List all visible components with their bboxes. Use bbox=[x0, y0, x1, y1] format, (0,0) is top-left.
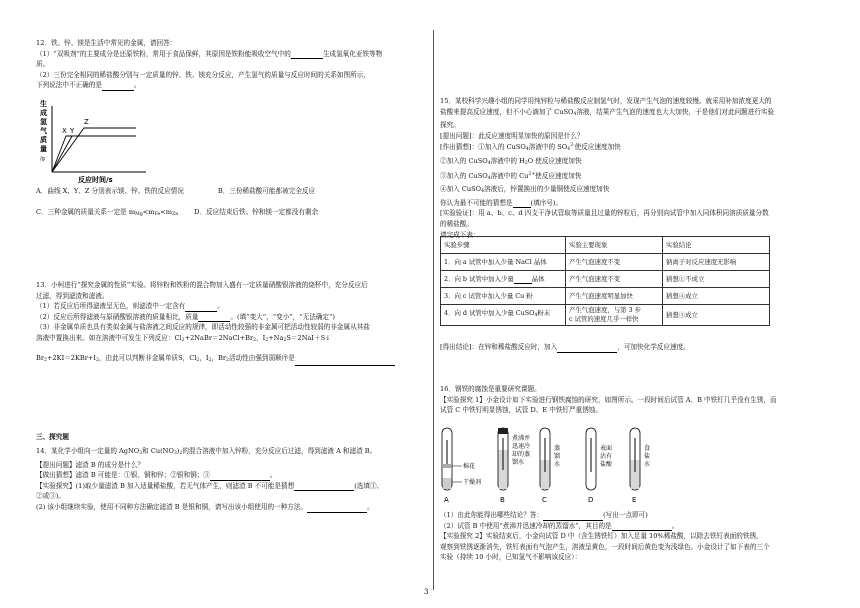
table-row bbox=[441, 288, 770, 305]
q12-p1a: （1）“双吸剂”的主要成分是还原铁粉，常用于食品保鲜，其原因是铁粉能吸收空气中的 bbox=[36, 49, 291, 58]
label-surface-2: 沾有 bbox=[600, 453, 613, 460]
q15-l5b: 溶液中的 SO bbox=[528, 143, 568, 152]
q12-optC-b: <m bbox=[142, 207, 155, 216]
q13-l2: 过滤，得到滤渣和滤液。 bbox=[36, 291, 109, 300]
q15-l13b: ，可加快化学反应速度。 bbox=[617, 343, 690, 351]
subscript-3: 3 bbox=[173, 451, 177, 456]
q13-l4 bbox=[36, 312, 426, 323]
q12-part2: （2）三份完全相同的稀盐酸分别与一定质量的锌、铁、镁充分反应，产生氢气的质量与反应时间的关系如图所示， bbox=[36, 70, 370, 79]
q16-l1: 16．钢铁的腐蚀是重要研究课题。 bbox=[440, 385, 541, 393]
q15-l5a: [作出猜想]：①加入的 CuSO bbox=[440, 143, 526, 152]
graph-ylabel-4: 气 bbox=[40, 127, 47, 135]
q12-p2c: 。 bbox=[133, 81, 141, 90]
subscript-4: 4 bbox=[567, 147, 571, 153]
subscript-2: 2 bbox=[524, 160, 528, 166]
graph-ylabel-3: 氢 bbox=[40, 118, 47, 126]
label-cotton: 棉花 bbox=[463, 463, 476, 470]
q12-options-row1 bbox=[36, 186, 426, 197]
table-header-row bbox=[441, 237, 770, 254]
q14-l6b: 。 bbox=[367, 502, 374, 511]
q13-l4a: （2）反应后所得滤液与原硝酸银溶液的质量相比，质量 bbox=[36, 312, 199, 321]
q15-table-wrap bbox=[440, 236, 835, 326]
subscript-2: 2 bbox=[283, 337, 287, 343]
subscript-4: 4 bbox=[534, 313, 538, 319]
table-cell bbox=[441, 305, 566, 326]
table-row bbox=[441, 271, 770, 288]
label-desiccant: 干燥剂 bbox=[463, 479, 482, 486]
subscript-4: 4 bbox=[481, 189, 485, 195]
subscript-2: 2 bbox=[226, 357, 229, 363]
q12-stem: 12．铁、锌、镁是生活中常见的金属，请回答： bbox=[36, 39, 177, 47]
label-a: A bbox=[444, 496, 449, 504]
question-14 bbox=[36, 446, 426, 513]
table-cell bbox=[441, 271, 566, 288]
graph-ylabel-2: 成 bbox=[40, 109, 47, 117]
q13-l6b: +2NaBr＝2NaCl+Br bbox=[184, 333, 254, 342]
q13-l4b: 。(填“变大”，“变小”，“无法确定”) bbox=[230, 312, 335, 321]
q16-l4b: (写出一点即可) bbox=[603, 511, 648, 519]
label-salt-3: 水 bbox=[644, 461, 651, 468]
q12-p1b: 生成氢氧化亚铁等物 bbox=[322, 49, 383, 58]
q13-l6 bbox=[36, 333, 426, 347]
q13-l7e: ，Br bbox=[211, 353, 227, 362]
label-boiled-3: 却的蒸 bbox=[512, 451, 531, 458]
q15-l5 bbox=[440, 141, 835, 156]
tube-c bbox=[540, 428, 560, 504]
page-number: 3 bbox=[424, 588, 429, 596]
q13-l5: （3）非金属单质也具有类似金属与盐溶液之间反应的规律，即活动性较强的非金属可把活动性较弱的非金属从其盐 bbox=[36, 323, 370, 332]
q15-conclusion bbox=[440, 342, 835, 353]
q15-l9b: (填序号)。 bbox=[530, 198, 563, 207]
label-distilled-3: 水 bbox=[554, 461, 561, 468]
q14-l4b: (选填①、 bbox=[354, 481, 384, 490]
q15-l7 bbox=[440, 170, 835, 185]
q12-options bbox=[36, 186, 426, 220]
answer-blank bbox=[557, 352, 617, 353]
q16-questions bbox=[440, 510, 835, 563]
tube-b bbox=[498, 428, 530, 504]
q12-option-a: A．曲线 X、Y、Z 分别表示镁、锌、铁的反应情况 bbox=[36, 187, 184, 195]
table-cell: 猜想③成立 bbox=[663, 305, 770, 326]
label-boiled-2: 迅速冷 bbox=[512, 443, 531, 450]
label-salt-2: 盐 bbox=[644, 453, 651, 460]
q15-l8b: 溶液后，锌置换出的少量铜使反应速度加快 bbox=[484, 185, 610, 194]
table-cell: 产生气泡速度不变 bbox=[566, 254, 663, 271]
question-13 bbox=[36, 280, 426, 366]
q15-l4: [提出问题]：此反应速度明显加快的原因是什么？ bbox=[440, 131, 584, 140]
q16-l5a: （2）试管 B 中使用“煮沸并迅速冷却的蒸馏水”，其目的是 bbox=[440, 521, 612, 530]
graph-ylabel-7: /g bbox=[40, 156, 45, 162]
q15-l11: 的稀盐酸。 bbox=[440, 219, 473, 228]
q13-l7d: ，I bbox=[199, 353, 209, 362]
label-boiled-4: 馏水 bbox=[512, 459, 525, 466]
section-3-heading: 三、探究题 bbox=[36, 433, 69, 441]
row2-step-b: 晶体 bbox=[531, 274, 545, 283]
tube-e bbox=[630, 428, 650, 504]
table-header: 实验主要现象 bbox=[566, 237, 663, 254]
graph-ylabel-5: 质 bbox=[40, 136, 47, 144]
graph-ylabel-6: 量 bbox=[40, 145, 47, 153]
curve-label-z: Z bbox=[84, 118, 89, 126]
q14-l3 bbox=[36, 470, 426, 481]
curve-label-x: X bbox=[62, 127, 67, 135]
row4-phen-b: c 试管的速度几乎一样快 bbox=[569, 315, 639, 323]
q15-l7d: 使反应速度加快 bbox=[535, 171, 582, 180]
subscript-2: 2 bbox=[179, 451, 183, 456]
q15-l10: [实验验证]：用 a、b、c、d 四支干净试管取等质量且过量的锌粒后，再分别向试管中加入同体积同溶质质量分数 bbox=[440, 209, 769, 218]
subscript-2: 2 bbox=[96, 357, 99, 363]
q13-l7 bbox=[36, 353, 426, 367]
q13-l7f: 活动性由强到弱顺序是 bbox=[228, 353, 295, 362]
q14-l6 bbox=[36, 502, 426, 513]
subscript-2: 2 bbox=[181, 337, 185, 343]
answer-blank bbox=[291, 58, 323, 59]
q15-l9 bbox=[440, 198, 835, 209]
q16-l6: 【实验探究 2】实验结束后，小金向试管 D 中（含生锈铁钉）加入足量 10%稀盐酸，以除去铁钉表面的铁锈， bbox=[440, 532, 763, 541]
question-12 bbox=[36, 38, 426, 91]
subscript-4: 4 bbox=[487, 175, 491, 181]
q15-l2a: 盐酸来提高反应速度，但不小心滴加了 CuSO bbox=[440, 107, 574, 116]
row2-step-a: 2．向 b 试管中加入少量 bbox=[444, 274, 514, 283]
answer-blank bbox=[514, 283, 532, 284]
q12-optC-s1: Mg bbox=[135, 211, 143, 217]
q12-part1-cont: 质。 bbox=[36, 60, 50, 69]
q13-l6c: ，I bbox=[256, 333, 266, 342]
q13-l6d: +Na bbox=[268, 333, 284, 342]
q15-l6c: O 使反应速度加快 bbox=[527, 156, 582, 165]
table-row bbox=[441, 305, 770, 326]
subscript-4: 4 bbox=[525, 147, 529, 153]
hydrogen-time-graph bbox=[36, 96, 166, 188]
q14-l6a: (2) 该小组继续实验，使用不同种方法确定滤渣 B 是银和铜，请写出该小组使用的一种方法。 bbox=[36, 502, 308, 511]
q14-l2: 【提出问题】滤渣 B 的成分是什么？ bbox=[36, 460, 144, 469]
q16-l7: 观察到铁锈逐渐消失，铁钉表面有气泡产生，溶液呈黄色，一段时间后黄色变为浅绿色。小金设计了如下表的三个 bbox=[440, 542, 770, 551]
subscript-2: 2 bbox=[253, 337, 257, 343]
label-b: B bbox=[500, 496, 505, 504]
subscript-4: 4 bbox=[487, 160, 491, 166]
table-header: 实验步骤 bbox=[441, 237, 566, 254]
q16-l2: 【实验探究 1】小金设计如下实验进行钢铁腐蚀的研究，如图所示。一段时间后试管 A、B 中铁钉几乎没有生锈，而 bbox=[440, 395, 777, 404]
q12-optC-s2: Fe bbox=[154, 211, 161, 217]
q14-l1d: 的混合溶液中加入锌粉，充分反应后过滤，得到滤液 A 和滤渣 B。 bbox=[182, 447, 377, 455]
q15-l7c: 2+ bbox=[528, 171, 536, 177]
q12-optC-s3: Zn bbox=[172, 211, 179, 217]
tube-d bbox=[586, 428, 613, 504]
question-16 bbox=[440, 384, 835, 416]
answer-blank bbox=[102, 90, 134, 91]
q16-l8: 实验（持续 10 小时，已知氢气不影响该反应）： bbox=[440, 553, 582, 562]
q15-l13 bbox=[440, 342, 835, 353]
q15-l5c: 2- bbox=[570, 143, 575, 149]
table-cell: 钠离子对反应速度无影响 bbox=[663, 254, 770, 271]
table-row bbox=[441, 254, 770, 271]
q15-l7a: ③加入的 CuSO bbox=[440, 171, 488, 180]
q12-optC-c: <m bbox=[160, 207, 172, 216]
q15-l2 bbox=[440, 107, 835, 121]
row4-step-b: 粉末 bbox=[537, 309, 551, 318]
q13-l1: 13．小柯进行“探究金属的性质”实验。将锌粉和铁粉的混合物加入盛有一定质量硝酸银溶液的烧杯中，充分反应后 bbox=[36, 281, 368, 289]
graph-xlabel: 反应时间/s bbox=[78, 176, 113, 184]
row4-step-a: 4．向 d 试管中加入少量 CuSO bbox=[444, 309, 535, 318]
label-distilled-1: 蒸 bbox=[554, 445, 561, 452]
q13-l7b: +2KI＝2KBr+I bbox=[46, 353, 97, 362]
q12-option-c bbox=[36, 208, 178, 216]
subscript-2: 2 bbox=[196, 357, 200, 363]
q13-l6e: S＝2NaI＋S↓ bbox=[286, 333, 331, 342]
q12-optC-a: C．三种金属的质量关系一定是 m bbox=[36, 207, 136, 216]
label-distilled-2: 馏 bbox=[554, 453, 561, 460]
q15-l6b: 溶液中的 H bbox=[490, 156, 525, 165]
table-cell: 产生气泡速度明显加快 bbox=[566, 288, 663, 305]
graph-ylabel-1: 生 bbox=[40, 100, 47, 108]
q16-l5b: 。 bbox=[671, 521, 679, 530]
q14-l5: ②或③)。 bbox=[36, 492, 65, 501]
q16-l4a: （1）由此你能得出哪些结论？答： bbox=[440, 511, 544, 519]
q15-l6 bbox=[440, 156, 835, 170]
subscript-2: 2 bbox=[265, 337, 269, 343]
q12-part1 bbox=[36, 49, 426, 60]
q12-part2-cont bbox=[36, 80, 426, 91]
subscript-2: 2 bbox=[44, 357, 47, 363]
table-cell: 1．向 a 试管中加入少量 NaCl 晶体 bbox=[441, 254, 566, 271]
q15-l8 bbox=[440, 184, 835, 198]
q13-l7c: ，由此可以判断非金属单质S，Cl bbox=[98, 353, 197, 362]
q12-option-d: D．反应结束后铁、锌和镁一定都没有剩余 bbox=[194, 207, 319, 216]
q12-p2b: 下列说法中不正确的是 bbox=[36, 81, 102, 90]
label-salt-1: 食 bbox=[644, 445, 651, 452]
q15-l1: 15．某校科学兴趣小组的同学用纯锌粒与稀盐酸反应制氢气时，发现产生气泡的速度较慢。就采用补加浓度更大的 bbox=[440, 97, 772, 105]
column-divider bbox=[433, 30, 434, 590]
q14-l4 bbox=[36, 481, 426, 492]
label-surface-1: 表面 bbox=[600, 445, 613, 452]
label-c: C bbox=[542, 496, 547, 504]
q14-l1 bbox=[36, 446, 426, 460]
q14-l4a: 【实验探究】(1)取少量滤渣 B 加入适量稀盐酸，若无气体产生，则滤渣 B 不可能是猜想 bbox=[36, 481, 295, 490]
row4-phen-a: 产生气泡速度，与第 3 步 bbox=[569, 306, 642, 314]
table-cell: 产生气泡速度不变 bbox=[566, 271, 663, 288]
q16-l4 bbox=[440, 510, 835, 521]
q12-options-row2 bbox=[36, 207, 426, 221]
table-cell: 猜想①不成立 bbox=[663, 271, 770, 288]
q14-l1a: 14．某化学小组向一定量的 AgNO bbox=[36, 447, 140, 455]
q14-l3a: 【做出猜想】滤渣 B 可能是：①银、铜和锌；②银和铜；③ bbox=[36, 471, 210, 480]
q15-l7b: 溶液中的 Cu bbox=[490, 171, 529, 180]
q15-l3: 探究。 bbox=[440, 121, 460, 130]
q13-l3b: 。 bbox=[217, 302, 224, 311]
q14-l1b: 和 Cu(NO bbox=[142, 447, 174, 455]
corrosion-test-tubes-figure bbox=[440, 420, 680, 510]
q13-l6a: 溶液中置换出来。如在溶液中可发生下列反应：Cl bbox=[36, 333, 182, 342]
table-cell: 3．向 c 试管中加入少量 Cu 粉 bbox=[441, 288, 566, 305]
label-d: D bbox=[588, 496, 594, 504]
table-cell bbox=[566, 305, 663, 326]
label-e: E bbox=[632, 496, 637, 504]
answer-blank bbox=[307, 512, 367, 513]
answer-blank bbox=[294, 490, 354, 491]
q15-l12: 请完成下表： bbox=[440, 230, 480, 239]
answer-blank bbox=[295, 365, 395, 366]
curve-label-y: Y bbox=[70, 127, 75, 135]
subscript-3: 3 bbox=[139, 451, 143, 456]
question-15 bbox=[440, 96, 835, 240]
q12-option-b: B．三份稀盐酸可能都被完全反应 bbox=[217, 187, 316, 195]
table-cell: 猜想④成立 bbox=[663, 288, 770, 305]
q15-l6a: ②加入的 CuSO bbox=[440, 156, 488, 165]
q16-l3: 试管 C 中铁钉明显锈蚀，试管 D、E 中铁钉严重锈蚀。 bbox=[440, 406, 602, 415]
tube-a bbox=[442, 428, 481, 504]
subscript-4: 4 bbox=[573, 111, 577, 117]
q13-l3a: （1）若反应后所得滤液呈无色，则滤渣中一定含有 bbox=[36, 302, 186, 311]
q15-l8a: ④加入 CuSO bbox=[440, 185, 482, 194]
table-header: 实验结论 bbox=[663, 237, 770, 254]
q13-l3 bbox=[36, 301, 426, 312]
q15-l2b: 溶液，结果产生气泡的速度也大大加快，于是他们对此问题进行实验 bbox=[576, 107, 775, 116]
label-boiled-1: 煮沸并 bbox=[512, 435, 531, 442]
subscript-2: 2 bbox=[208, 357, 212, 363]
q16-l5 bbox=[440, 521, 835, 532]
q14-l1c: ) bbox=[176, 447, 180, 455]
q14-l3b: 。 bbox=[269, 471, 277, 480]
q13-l7a: Br bbox=[36, 353, 44, 362]
q15-l9a: 你认为最不可能的猜想是 bbox=[440, 198, 513, 207]
q15-l13a: [得出结论]：在锌和稀盐酸反应时，加入 bbox=[440, 343, 558, 351]
experiment-table bbox=[440, 236, 770, 326]
label-surface-3: 盐酸 bbox=[600, 461, 613, 468]
q15-l5d: 使反应速度加快 bbox=[574, 143, 621, 152]
